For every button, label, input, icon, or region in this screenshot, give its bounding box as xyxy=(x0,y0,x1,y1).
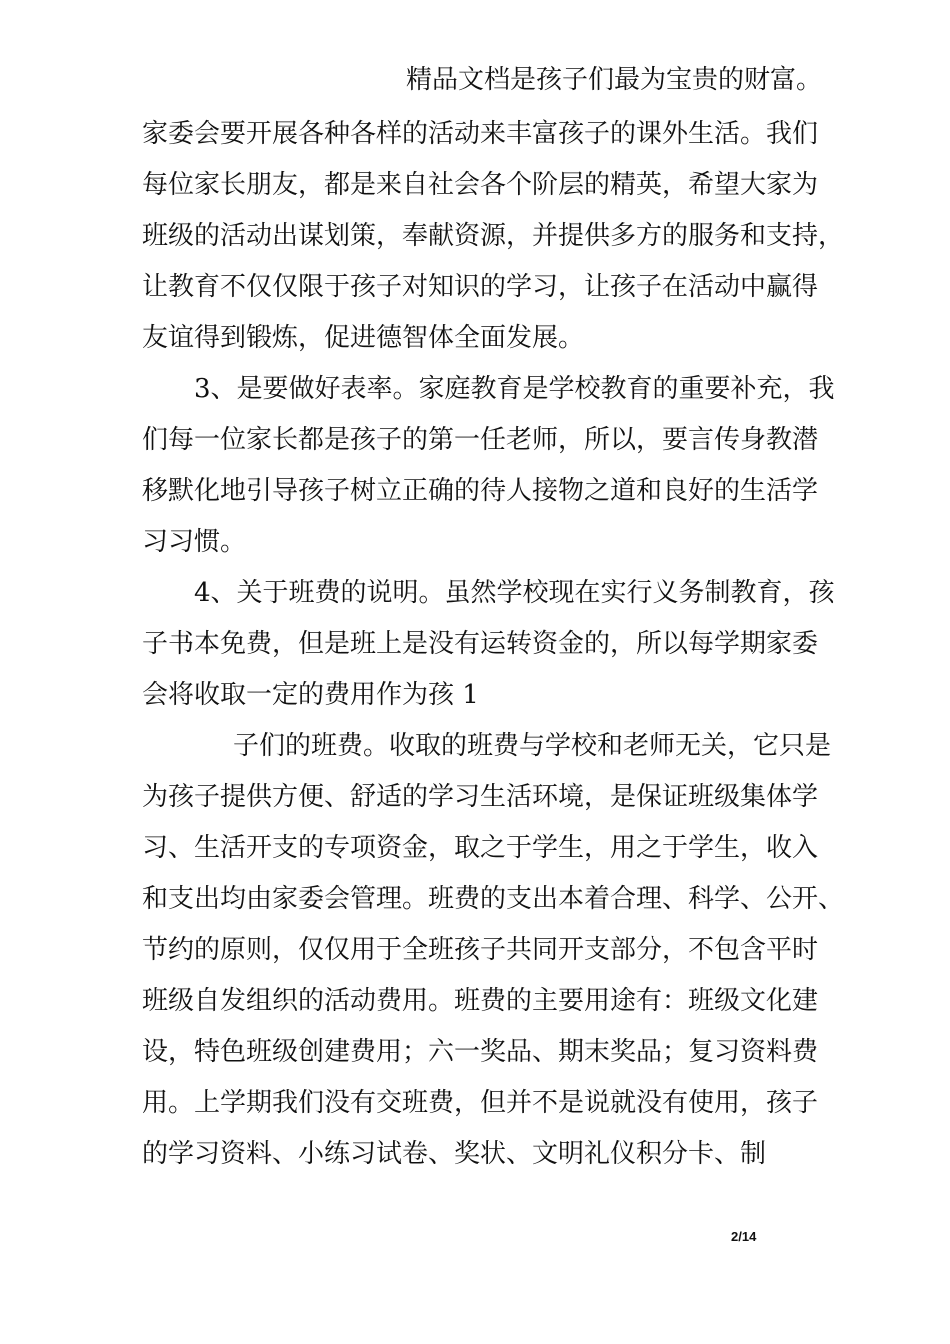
continued-line: 子们的班费。收取的班费与学校和老师无关，它只是 xyxy=(233,731,832,761)
text-line: 移默化地引导孩子树立正确的待人接物之道和良好的生活学 xyxy=(142,476,819,506)
text-line: 友谊得到锻炼，促进德智体全面发展。 xyxy=(142,323,585,353)
text-line: 班级的活动出谋划策，奉献资源，并提供多方的服务和支持， xyxy=(142,221,845,251)
text-line: 习习惯。 xyxy=(142,527,247,557)
text-line: 们每一位家长都是孩子的第一任老师，所以，要言传身教潜 xyxy=(142,425,819,455)
text-line: 子书本免费，但是班上是没有运转资金的，所以每学期家委 xyxy=(142,629,819,659)
text-line: 节约的原则，仅仅用于全班孩子共同开支部分，不包含平时 xyxy=(142,935,819,965)
page-header: 精品文档是孩子们最为宝贵的财富。 xyxy=(405,65,822,95)
text-line: 和支出均由家委会管理。班费的支出本着合理、科学、公开、 xyxy=(142,884,845,914)
page-number: 2/14 xyxy=(731,1229,757,1244)
text-line: 家委会要开展各种各样的活动来丰富孩子的课外生活。我们 xyxy=(142,119,819,149)
text-line: 班级自发组织的活动费用。班费的主要用途有：班级文化建 xyxy=(142,986,819,1016)
text-line: 会将收取一定的费用作为孩 1 xyxy=(142,680,479,710)
text-line: 让教育不仅仅限于孩子对知识的学习，让孩子在活动中赢得 xyxy=(142,272,819,302)
body-text xyxy=(142,109,845,1180)
text-line: 每位家长朋友，都是来自社会各个阶层的精英，希望大家为 xyxy=(142,170,819,200)
text-line: 习、生活开支的专项资金，取之于学生，用之于学生，收入 xyxy=(142,833,819,863)
text-line: 为孩子提供方便、舒适的学习生活环境，是保证班级集体学 xyxy=(142,782,819,812)
text-line: 设，特色班级创建费用；六一奖品、期末奖品；复习资料费 xyxy=(142,1037,819,1067)
paragraph-start-line: 4、关于班费的说明。虽然学校现在实行义务制教育，孩 xyxy=(194,578,835,608)
text-line: 用。上学期我们没有交班费，但并不是说就没有使用，孩子 xyxy=(142,1088,819,1118)
text-line: 的学习资料、小练习试卷、奖状、文明礼仪积分卡、制 xyxy=(142,1139,767,1169)
paragraph-start-line: 3、是要做好表率。家庭教育是学校教育的重要补充，我 xyxy=(194,374,835,404)
